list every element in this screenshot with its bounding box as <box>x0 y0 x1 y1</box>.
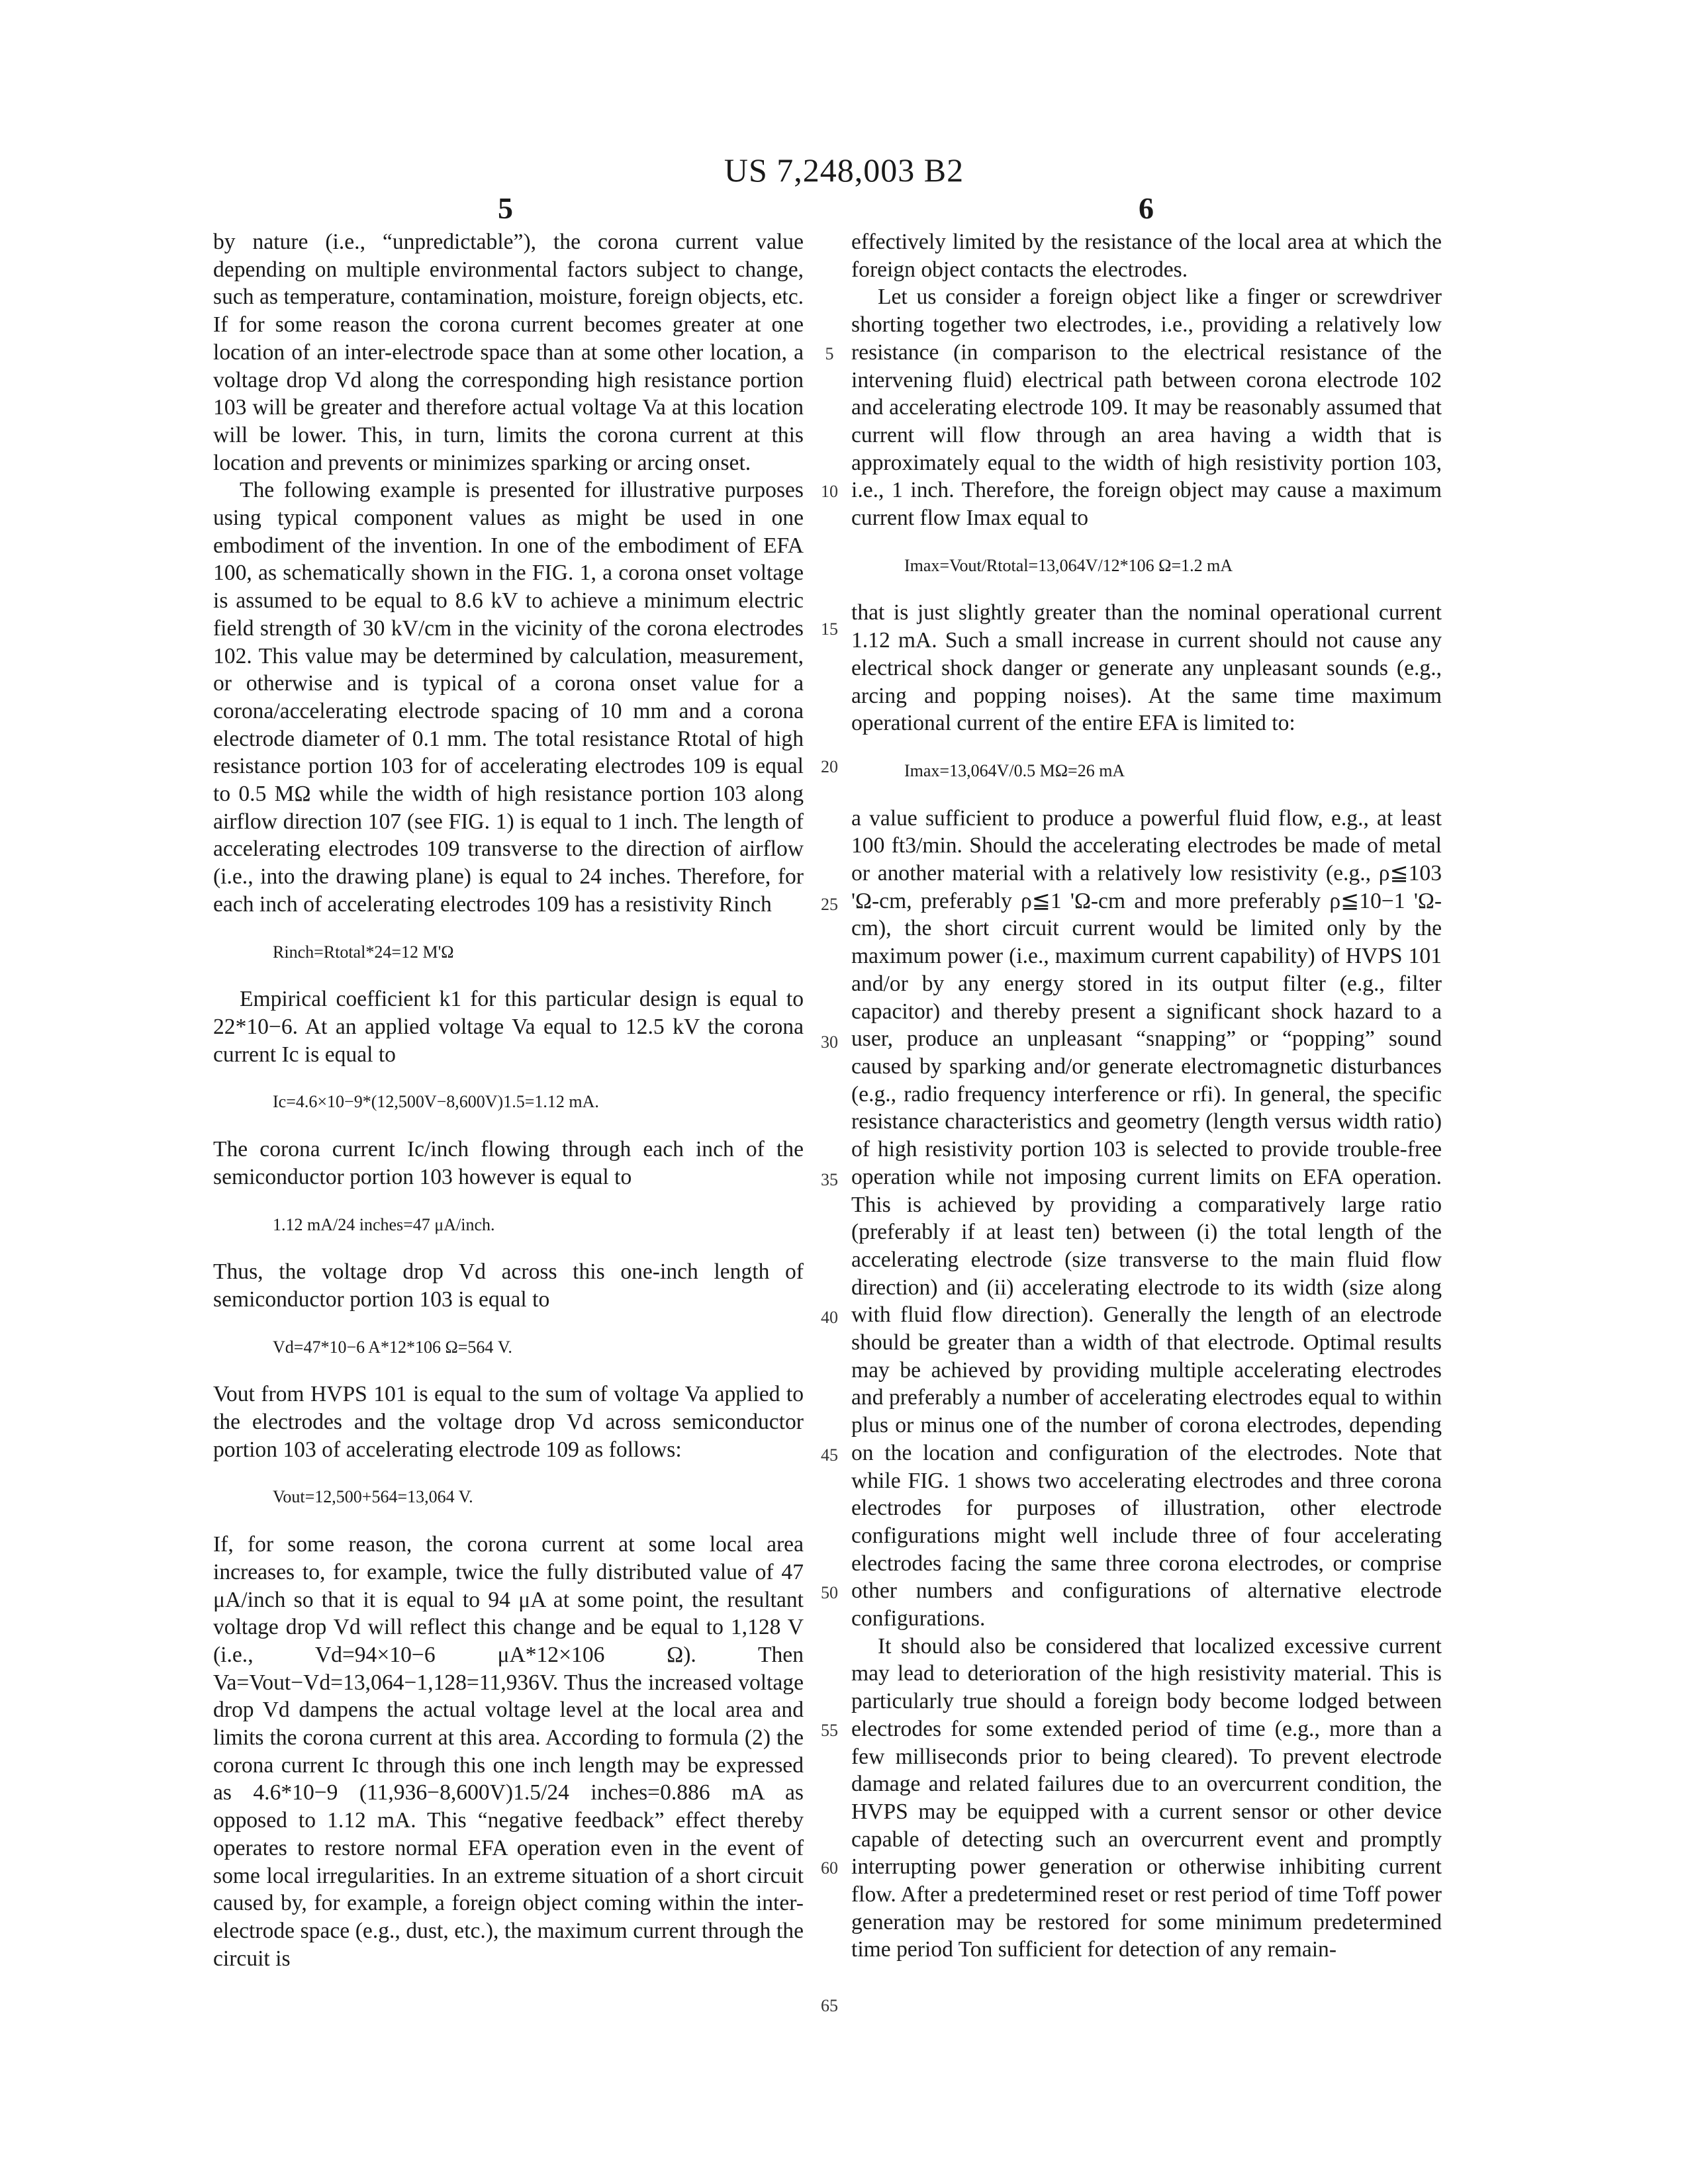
equation: Rinch=Rtotal*24=12 M'Ω <box>273 942 454 962</box>
equation: Ic=4.6×10−9*(12,500V−8,600V)1.5=1.12 mA. <box>273 1092 599 1112</box>
paragraph: a value sufficient to produce a powerful fluid flow, e.g., at least 100 ft3/min. Should the accelerating electrodes be made of metal or another material with a relatively low resistivity (e.g., ρ≦103 'Ω-cm, preferably ρ≦1 'Ω-cm and more preferably ρ≦10−1 'Ω-cm), the short circuit current would be limited only by the maximum power (i.e., maximum current capability) of HVPS 101 and/or by any energy stored in its output filter (e.g., filter capacitor) and thereby present a significant shock hazard to a user, produce an unpleasant “snapping” or “popping” sound caused by sparking and/or generate electromagnetic disturbances (e.g., radio frequency interference or rfi). In general, the specific resistance characteristics and geometry (length versus width ratio) of high resistivity portion 103 is selected to provide trouble-free operation while not imposing current limits on EFA operation. This is achieved by providing a comparatively large ratio (preferably if at least ten) between (i) the total length of the accelerating electrode (size transverse to the main fluid flow direction) and (ii) accelerating electrode to its width (size along with fluid flow direction). Generally the length of an electrode should be greater than a width of that electrode. Optimal results may be achieved by providing multiple accelerating electrodes and preferably a number of accelerating electrodes equal to within plus or minus one of the number of corona electrodes, depending on the location and configuration of the electrodes. Note that while FIG. 1 shows two accelerating electrodes and three corona electrodes for purposes of illustration, other electrode configurations might well include three of four accelerating electrodes facing the same three corona electrodes, or comprise other numbers and configurations of alternative electrode configurations. <box>851 805 1442 1631</box>
line-number: 5 <box>825 344 834 363</box>
line-number: 10 <box>821 482 838 501</box>
line-number: 30 <box>821 1032 838 1052</box>
line-number: 35 <box>821 1170 838 1189</box>
paragraph: It should also be considered that localized excessive current may lead to deterioration of the high resistivity material. This is particularly true should a foreign body become lodged between electrodes for some extended period of time (e.g., more than a few milliseconds prior to being cleared). To prevent electrode damage and related failures due to an overcurrent condition, the HVPS may be equipped with a current sensor or other device capable of detecting such an overcurrent event and promptly interrupting power generation or otherwise inhibiting current flow. After a predetermined reset or rest period of time Toff power generation may be restored for some minimum predetermined time period Ton sufficient for detection of any remain- <box>851 1633 1442 1962</box>
line-number: 50 <box>821 1583 838 1602</box>
paragraph: effectively limited by the resistance of the local area at which the foreign object contacts the electrodes. <box>851 230 1442 282</box>
line-number: 60 <box>821 1858 838 1878</box>
equation: Vd=47*10−6 A*12*106 Ω=564 V. <box>273 1337 512 1357</box>
paragraph: by nature (i.e., “unpredictable”), the corona current value depending on multiple environmental factors subject to change, such as temperature, contamination, moisture, foreign objects, etc. If for some reason the corona current becomes greater at one location of an inter-electrode space than at some other location, a voltage drop Vd along the corresponding high resistance portion 103 will be greater and therefore actual voltage Va at this location will be lower. This, in turn, limits the corona current at this location and prevents or minimizes sparking or arcing onset. <box>213 230 804 475</box>
line-number: 45 <box>821 1445 838 1465</box>
line-number: 25 <box>821 895 838 914</box>
page-number-right: 6 <box>1139 191 1154 225</box>
paragraph: Let us consider a foreign object like a finger or screwdriver shorting together two electrodes, i.e., providing a relatively low resistance (in comparison to the electrical resistance of the intervening fluid) electrical path between corona electrode 102 and accelerating electrode 109. It may be reasonably assumed that current will flow through an area having a width that is approximately equal to the width of high resistivity portion 103, i.e., 1 inch. Therefore, the foreign object may cause a maximum current flow Imax equal to <box>851 285 1442 531</box>
paragraph: The corona current Ic/inch flowing through each inch of the semiconductor portion 103 however is equal to <box>213 1137 804 1189</box>
line-number: 15 <box>821 619 838 639</box>
patent-number-header: US 7,248,003 B2 <box>724 152 964 189</box>
paragraph: Vout from HVPS 101 is equal to the sum of voltage Va applied to the electrodes and the voltage drop Vd across semiconductor portion 103 of accelerating electrode 109 as follows: <box>213 1382 804 1462</box>
paragraph: that is just slightly greater than the nominal operational current 1.12 mA. Such a small increase in current should not cause any electrical shock danger or generate any unpleasant sounds (e.g., arcing and popping noises). At the same time maximum operational current of the entire EFA is limited to: <box>851 600 1442 736</box>
left-text-column <box>213 228 804 1972</box>
paragraph: The following example is presented for illustrative purposes using typical component values as might be used in one embodiment of the invention. In one of the embodiment of EFA 100, as schematically shown in the FIG. 1, a corona onset voltage is assumed to be equal to 8.6 kV to achieve a minimum electric field strength of 30 kV/cm in the vicinity of the corona electrodes 102. This value may be determined by calculation, measurement, or otherwise and is typical of a corona onset value for a corona/accelerating electrode spacing of 10 mm and a corona electrode diameter of 0.1 mm. The total resistance Rtotal of high resistance portion 103 for of accelerating electrodes 109 is equal to 0.5 MΩ while the width of high resistance portion 103 along airflow direction 107 (see FIG. 1) is equal to 1 inch. The length of accelerating electrodes 109 transverse to the direction of airflow (i.e., into the drawing plane) is equal to 24 inches. Therefore, for each inch of accelerating electrodes 109 has a resistivity Rinch <box>213 478 804 917</box>
equation: Imax=13,064V/0.5 MΩ=26 mA <box>904 760 1125 780</box>
line-number: 20 <box>821 757 838 776</box>
paragraph: If, for some reason, the corona current at some local area increases to, for example, twice the fully distributed value of 47 μA/inch so that it is equal to 94 μA at some point, the resultant voltage drop Vd will reflect this change and be equal to 1,128 V (i.e., Vd=94×10−6 μA*12×106 Ω). Then Va=Vout−Vd=13,064−1,128=11,936V. Thus the increased voltage drop Vd dampens the actual voltage level at the local area and limits the corona current at this area. According to formula (2) the corona current Ic through this one inch length may be expressed as 4.6*10−9 (11,936−8,600V)1.5/24 inches=0.886 mA as opposed to 1.12 mA. This “negative feedback” effect thereby operates to restore normal EFA operation even in the event of some local irregularities. In an extreme situation of a short circuit caused by, for example, a foreign object coming within the inter-electrode space (e.g., dust, etc.), the maximum current through the circuit is <box>213 1532 804 1971</box>
equation: Vout=12,500+564=13,064 V. <box>273 1487 473 1507</box>
paragraph: Thus, the voltage drop Vd across this one-inch length of semiconductor portion 103 is equal to <box>213 1259 804 1312</box>
equation: 1.12 mA/24 inches=47 μA/inch. <box>273 1214 495 1234</box>
line-number: 65 <box>821 1996 838 2015</box>
paragraph: Empirical coefficient k1 for this particular design is equal to 22*10−6. At an applied voltage Va equal to 12.5 kV the corona current Ic is equal to <box>213 987 804 1067</box>
line-number: 55 <box>821 1721 838 1740</box>
line-number: 40 <box>821 1308 838 1327</box>
right-text-column <box>851 228 1442 1964</box>
page-number-left: 5 <box>498 191 513 225</box>
equation: Imax=Vout/Rtotal=13,064V/12*106 Ω=1.2 mA <box>904 555 1233 575</box>
